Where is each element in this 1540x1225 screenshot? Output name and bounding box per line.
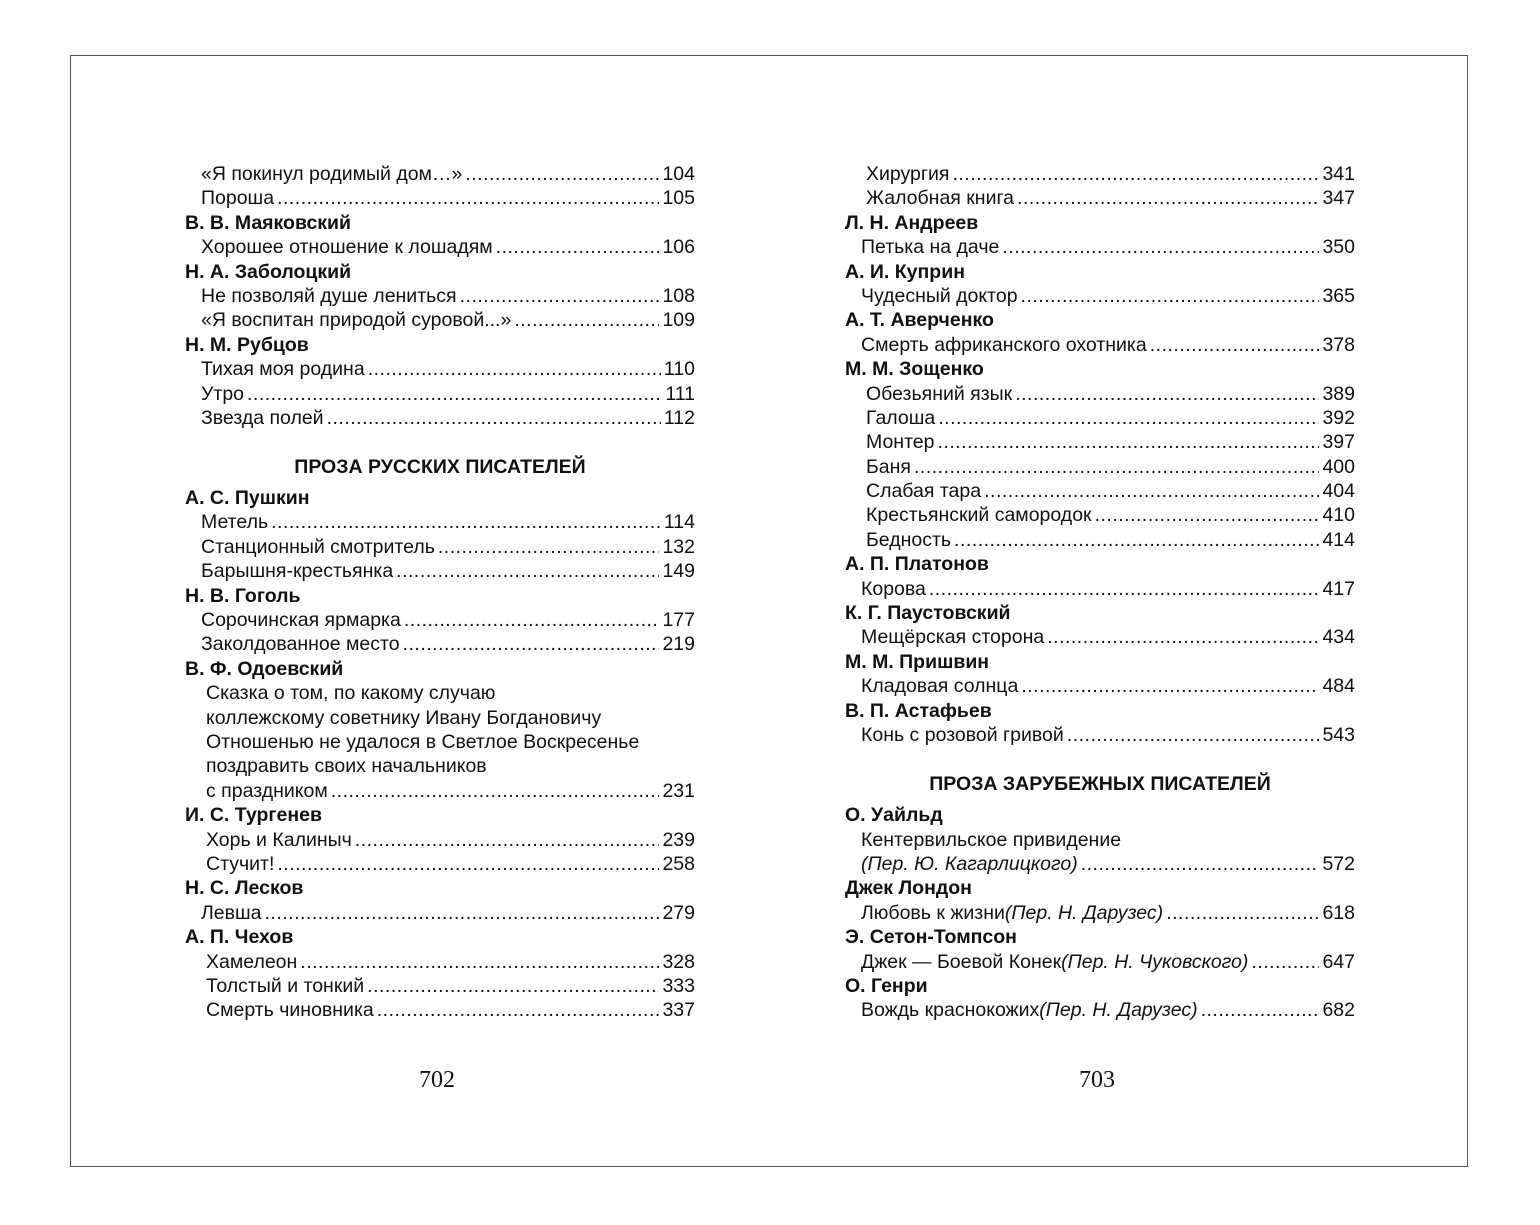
toc-entry-title: Не позволяй душе лениться bbox=[201, 284, 457, 307]
toc-entry-title: Кладовая солнца bbox=[861, 675, 1019, 698]
toc-entry-title: Утро bbox=[201, 382, 245, 405]
toc-entry-title: Толстый и тонкий bbox=[206, 974, 365, 997]
toc-page-number: 417 bbox=[1322, 577, 1355, 600]
toc-entry bbox=[185, 535, 695, 559]
toc-page-number: 110 bbox=[663, 358, 695, 381]
toc-page-number: 219 bbox=[662, 633, 695, 656]
dot-leader bbox=[367, 974, 659, 998]
toc-page-number: 341 bbox=[1322, 163, 1355, 185]
toc-page-number: 404 bbox=[1322, 480, 1355, 503]
dot-leader bbox=[938, 406, 1319, 430]
toc-entry-title: Пороша bbox=[201, 187, 275, 210]
toc-entry bbox=[845, 577, 1355, 601]
toc-entry-title: Вождь краснокожих bbox=[861, 999, 1040, 1022]
author-name: О. Генри bbox=[845, 974, 928, 997]
toc-entry-title: с праздником bbox=[206, 779, 328, 802]
toc-entry-title: Мещёрская сторона bbox=[861, 626, 1045, 649]
toc-page-number: 378 bbox=[1322, 333, 1355, 356]
author-name: К. Г. Паустовский bbox=[845, 602, 1011, 625]
dot-leader bbox=[914, 455, 1319, 479]
dot-leader bbox=[496, 235, 660, 259]
dot-leader bbox=[465, 162, 659, 186]
dot-leader bbox=[271, 510, 661, 534]
toc-entry-title-line: Отношенью не удалося в Светлое Воскресенье bbox=[206, 730, 640, 753]
toc-entry-title: Петька на даче bbox=[861, 236, 1000, 259]
dot-leader bbox=[952, 162, 1319, 186]
dot-leader bbox=[1150, 333, 1320, 357]
dot-leader bbox=[265, 901, 660, 925]
author-name: О. Уайльд bbox=[845, 804, 943, 827]
toc-entry-title: Бедность bbox=[866, 528, 952, 551]
toc-entry bbox=[845, 479, 1355, 503]
toc-entry bbox=[185, 779, 695, 803]
dot-leader bbox=[1067, 723, 1320, 747]
toc-page-number: 111 bbox=[665, 382, 695, 405]
toc-left-column bbox=[185, 162, 695, 1023]
translator-note: (Пер. Ю. Кагарлицкого) bbox=[861, 852, 1078, 875]
dot-leader bbox=[300, 950, 659, 974]
author-name: Джек Лондон bbox=[845, 877, 972, 900]
author-name: Н. В. Гоголь bbox=[185, 584, 301, 607]
toc-page-number: 114 bbox=[663, 511, 695, 534]
toc-entry-title: Монтер bbox=[866, 431, 935, 454]
toc-entry-title: Метель bbox=[201, 511, 269, 534]
toc-entry-title: Звезда полей bbox=[201, 406, 324, 429]
toc-entry bbox=[185, 559, 695, 583]
toc-entry-title: Любовь к жизни bbox=[861, 901, 1005, 924]
toc-page-number: 104 bbox=[662, 163, 695, 185]
dot-leader bbox=[1166, 901, 1319, 925]
translator-note: (Пер. Н. Дарузес) bbox=[1004, 901, 1164, 924]
dot-leader bbox=[327, 406, 661, 430]
toc-entry bbox=[185, 284, 695, 308]
toc-page-number: 434 bbox=[1322, 626, 1355, 649]
toc-page-number: 109 bbox=[662, 309, 695, 332]
toc-entry bbox=[185, 186, 695, 210]
author-name: В. Ф. Одоевский bbox=[185, 657, 344, 680]
toc-entry bbox=[185, 974, 695, 998]
toc-page-number: 112 bbox=[663, 406, 695, 429]
toc-page-number: 414 bbox=[1322, 528, 1355, 551]
toc-entry-title-line: Кентервильское привидение bbox=[861, 828, 1122, 851]
toc-page-number: 132 bbox=[662, 535, 695, 558]
toc-entry bbox=[845, 382, 1355, 406]
dot-leader bbox=[247, 382, 662, 406]
toc-entry-title: Обезьяний язык bbox=[866, 382, 1013, 405]
translator-note: (Пер. Н. Чуковского) bbox=[1061, 950, 1249, 973]
toc-entry-title: Конь с розовой гривой bbox=[861, 723, 1064, 746]
toc-entry bbox=[845, 430, 1355, 454]
toc-page-number: 337 bbox=[662, 999, 695, 1022]
toc-page-number: 400 bbox=[1322, 455, 1355, 478]
dot-leader bbox=[368, 357, 661, 381]
section-heading: ПРОЗА ЗАРУБЕЖНЫХ ПИСАТЕЛЕЙ bbox=[929, 772, 1271, 795]
dot-leader bbox=[937, 430, 1319, 454]
toc-entry-title: Станционный смотритель bbox=[201, 535, 435, 558]
dot-leader bbox=[1017, 186, 1319, 210]
toc-entry bbox=[845, 950, 1355, 974]
toc-entry-title: «Я воспитан природой суровой...» bbox=[201, 309, 512, 332]
toc-entry bbox=[845, 723, 1355, 747]
toc-entry bbox=[845, 406, 1355, 430]
translator-note: (Пер. Н. Дарузес) bbox=[1039, 999, 1198, 1022]
toc-entry-title: Крестьянский самородок bbox=[866, 504, 1092, 527]
author-name: Н. А. Заболоцкий bbox=[185, 260, 352, 283]
toc-entry-title: Хамелеон bbox=[206, 950, 298, 973]
toc-entry bbox=[185, 828, 695, 852]
toc-entry-title-line: Сказка о том, по какому случаю bbox=[206, 682, 496, 705]
author-name: Э. Сетон-Томпсон bbox=[845, 926, 1017, 949]
toc-page-number: 149 bbox=[662, 560, 695, 583]
toc-entry bbox=[845, 503, 1355, 527]
toc-entry bbox=[185, 162, 695, 186]
toc-page-number: 239 bbox=[662, 828, 695, 851]
toc-page-number: 333 bbox=[662, 974, 695, 997]
toc-page-number: 392 bbox=[1322, 406, 1355, 429]
toc-entry-title: Хорошее отношение к лошадям bbox=[201, 236, 493, 259]
dot-leader bbox=[277, 186, 659, 210]
toc-entry bbox=[845, 528, 1355, 552]
toc-entry-title: Сорочинская ярмарка bbox=[201, 609, 401, 632]
author-name: М. М. Зощенко bbox=[845, 358, 984, 381]
page-number-right: 703 bbox=[1079, 1067, 1115, 1093]
toc-entry bbox=[185, 998, 695, 1022]
toc-entry-title: Стучит! bbox=[206, 852, 275, 875]
toc-entry bbox=[845, 625, 1355, 649]
author-name: В. В. Маяковский bbox=[185, 211, 352, 234]
dot-leader bbox=[403, 632, 660, 656]
dot-leader bbox=[396, 559, 659, 583]
dot-leader bbox=[929, 577, 1320, 601]
toc-entry-title: Барышня-крестьянка bbox=[201, 560, 394, 583]
toc-entry-title: Левша bbox=[201, 901, 262, 924]
dot-leader bbox=[1047, 625, 1319, 649]
toc-page-number: 618 bbox=[1322, 901, 1355, 924]
toc-entry bbox=[185, 357, 695, 381]
toc-page-number: 647 bbox=[1322, 950, 1355, 973]
author-name: А. И. Куприн bbox=[845, 260, 965, 283]
toc-entry bbox=[845, 998, 1355, 1022]
author-name: А. Т. Аверченко bbox=[845, 309, 994, 332]
dot-leader bbox=[1201, 998, 1320, 1022]
toc-right-column bbox=[845, 162, 1355, 1023]
author-name: И. С. Тургенев bbox=[185, 804, 323, 827]
toc-entry bbox=[185, 632, 695, 656]
toc-page-number: 347 bbox=[1322, 187, 1355, 210]
toc-entry-title-line: поздравить своих начальников bbox=[206, 755, 487, 778]
dot-leader bbox=[1081, 852, 1320, 876]
toc-entry bbox=[845, 333, 1355, 357]
toc-entry bbox=[845, 852, 1355, 876]
author-name: М. М. Пришвин bbox=[845, 650, 990, 673]
author-name: Л. Н. Андреев bbox=[845, 211, 979, 234]
dot-leader bbox=[1021, 284, 1320, 308]
toc-entry-title: Джек — Боевой Конек bbox=[861, 950, 1062, 973]
dot-leader bbox=[984, 479, 1319, 503]
toc-page-number: 397 bbox=[1322, 431, 1355, 454]
toc-entry bbox=[185, 950, 695, 974]
author-name: А. П. Чехов bbox=[185, 926, 294, 949]
page-number-left: 702 bbox=[419, 1067, 455, 1093]
toc-page-number: 543 bbox=[1322, 723, 1355, 746]
dot-leader bbox=[514, 308, 659, 332]
author-name: Н. С. Лесков bbox=[185, 877, 304, 900]
toc-page-number: 682 bbox=[1322, 999, 1355, 1022]
dot-leader bbox=[355, 828, 660, 852]
toc-entry-title: Смерть чиновника bbox=[206, 999, 374, 1022]
toc-entry-title: Баня bbox=[866, 455, 911, 478]
dot-leader bbox=[460, 284, 660, 308]
toc-page-number: 484 bbox=[1322, 675, 1355, 698]
toc-entry bbox=[185, 235, 695, 259]
toc-entry-title: «Я покинул родимый дом…» bbox=[201, 163, 463, 185]
toc-page-number: 108 bbox=[662, 284, 695, 307]
toc-entry bbox=[185, 510, 695, 534]
author-name: А. П. Платонов bbox=[845, 553, 989, 576]
toc-page-number: 350 bbox=[1322, 236, 1355, 259]
toc-entry bbox=[845, 162, 1355, 186]
author-name: А. С. Пушкин bbox=[185, 487, 310, 510]
toc-entry-title: Слабая тара bbox=[866, 480, 982, 503]
toc-entry-title: Жалобная книга bbox=[866, 187, 1014, 210]
toc-entry bbox=[185, 852, 695, 876]
toc-entry-title: Тихая моя родина bbox=[201, 358, 365, 381]
toc-entry bbox=[845, 674, 1355, 698]
toc-page-number: 279 bbox=[662, 901, 695, 924]
toc-entry-title: Хирургия bbox=[866, 163, 950, 185]
toc-entry-title: Чудесный доктор bbox=[861, 284, 1018, 307]
toc-entry-title: Галоша bbox=[866, 406, 936, 429]
toc-entry-title: Заколдованное место bbox=[201, 633, 400, 656]
toc-entry bbox=[845, 455, 1355, 479]
dot-leader bbox=[1251, 950, 1319, 974]
toc-page-number: 328 bbox=[662, 950, 695, 973]
toc-entry bbox=[845, 235, 1355, 259]
toc-page-number: 231 bbox=[662, 779, 695, 802]
dot-leader bbox=[1015, 382, 1319, 406]
toc-entry bbox=[185, 406, 695, 430]
dot-leader bbox=[277, 852, 659, 876]
toc-entry-title: Корова bbox=[861, 577, 926, 600]
dot-leader bbox=[1095, 503, 1320, 527]
toc-page-number: 177 bbox=[662, 609, 695, 632]
toc-entry bbox=[845, 284, 1355, 308]
dot-leader bbox=[1002, 235, 1319, 259]
toc-page-number: 106 bbox=[662, 236, 695, 259]
section-heading: ПРОЗА РУССКИХ ПИСАТЕЛЕЙ bbox=[294, 455, 586, 478]
toc-page-number: 389 bbox=[1322, 382, 1355, 405]
dot-leader bbox=[954, 528, 1319, 552]
toc-entry bbox=[845, 901, 1355, 925]
toc-page-number: 105 bbox=[662, 187, 695, 210]
toc-entry-title-line: коллежскому советнику Ивану Богдановичу bbox=[206, 706, 602, 729]
toc-page-number: 410 bbox=[1322, 504, 1355, 527]
toc-entry bbox=[185, 901, 695, 925]
author-name: Н. М. Рубцов bbox=[185, 333, 309, 356]
author-name: В. П. Астафьев bbox=[845, 699, 992, 722]
toc-page-number: 365 bbox=[1322, 284, 1355, 307]
toc-entry-title: Хорь и Калиныч bbox=[206, 828, 352, 851]
dot-leader bbox=[438, 535, 660, 559]
toc-entry bbox=[185, 608, 695, 632]
dot-leader bbox=[1021, 674, 1319, 698]
toc-entry bbox=[845, 186, 1355, 210]
toc-page-number: 572 bbox=[1322, 852, 1355, 875]
dot-leader bbox=[377, 998, 660, 1022]
dot-leader bbox=[331, 779, 660, 803]
dot-leader bbox=[404, 608, 660, 632]
toc-page-number: 258 bbox=[662, 852, 695, 875]
toc-entry-title: Смерть африканского охотника bbox=[861, 333, 1147, 356]
toc-entry bbox=[185, 382, 695, 406]
toc-entry bbox=[185, 308, 695, 332]
